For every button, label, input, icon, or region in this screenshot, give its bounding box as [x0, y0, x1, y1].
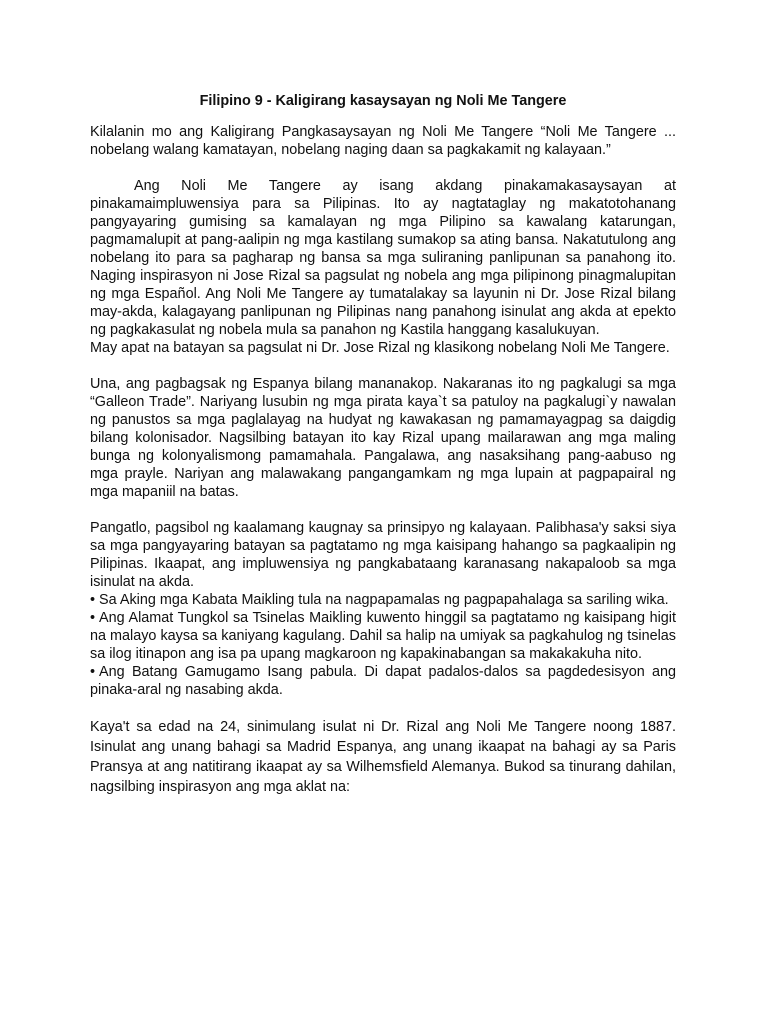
bullet-item-batang-gamugamo [90, 663, 676, 699]
bullet-icon: • [90, 664, 96, 680]
document-page [90, 92, 676, 797]
bullet-item-sa-aking-mga-kabata [90, 591, 676, 609]
paragraph-four-bases: May apat na batayan sa pagsulat ni Dr. Jose Rizal ng klasikong nobelang Noli Me Tangere. [90, 340, 670, 356]
paragraph-third-fourth-bases: Pangatlo, pagsibol ng kaalamang kaugnay sa prinsipyo ng kalayaan. Palibhasa'y saksi siya sa mga pangyayaring batayan sa pagtatamo ng mga kaisipang hahango sa pagkaalipin ng Pilipinas. Ikaapat, ang impluwensiya ng pangkabataang karanasang nakapaloob sa mga isinulat na akda. [90, 520, 676, 590]
paragraph-gap [90, 357, 676, 375]
paragraph-gap [90, 699, 676, 717]
bullet-text: Sa Aking mga Kabata Maikling tula na nagpapamalas ng pagpapahalaga sa sariling wika. [99, 592, 669, 608]
paragraph-first-second-bases: Una, ang pagbagsak ng Espanya bilang mananakop. Nakaranas ito ng pagkalugi sa mga “Galleon Trade”. Nariyang lusubin ng mga pirata kaya`t sa patuloy na pagkalugi`y nawalan ng panustos sa mga paglalayag na hudyat ng kawakasan ng pamamayagpag sa daigdig bilang kolonisador. Nagsilbing batayan ito kay Rizal upang mailarawan ang mga maling bunga ng kolonyalismong pamamahala. Pangalawa, ang nasaksihang pang-aabuso ng mga prayle. Nariyan ang malawakang pangangamkam ng mga lupain at pagpapairal ng mga mapaniil na batas. [90, 376, 676, 500]
paragraph-gap [90, 159, 676, 177]
bullet-icon: • [90, 610, 96, 626]
bullet-text: Ang Batang Gamugamo Isang pabula. Di dapat padalos-dalos sa pagdedesisyon ang pinaka-aral ng nasabing akda. [90, 664, 676, 698]
document-title: Filipino 9 - Kaligirang kasaysayan ng Noli Me Tangere [199, 93, 567, 109]
bullet-item-alamat-tsinelas [90, 609, 676, 663]
paragraph-writing-history: Kaya't sa edad na 24, sinimulang isulat ni Dr. Rizal ang Noli Me Tangere noong 1887. Isinulat ang unang bahagi sa Madrid Espanya, ang unang ikaapat na bahagi ay sa Paris Pransya at ang natitirang ikaapat ay sa Wilhemsfield Alemanya. Bukod sa tinurang dahilan, nagsilbing inspirasyon ang mga aklat na: [90, 719, 676, 795]
intro-paragraph: Kilalanin mo ang Kaligirang Pangkasaysayan ng Noli Me Tangere “Noli Me Tangere ... nobelang walang kamatayan, nobelang naging daan sa pagkakamit ng kalayaan.” [90, 124, 676, 158]
bullet-text: Ang Alamat Tungkol sa Tsinelas Maikling kuwento hinggil sa pagtatamo ng kaisipang higit na malayo kaysa sa kaniyang kagulang. Dahil sa halip na umiyak sa pagkahulog ng tsinelas sa ilog itinapon ang isa pa upang magkaroon ng kapakinabangan sa makakakuha nito. [90, 610, 676, 662]
paragraph-noli-significance: Ang Noli Me Tangere ay isang akdang pinakamakasaysayan at pinakamaimpluwensiya para sa Pilipinas. Ito ay nagtataglay ng makatotohanang pangyayaring gumising sa kamalayan ng mga Pilipino sa kawalang katarungan, pagmamalupit at pang-aalipin ng mga kastilang sumakop sa ating bansa. Nakatutulong ang nobelang ito para sa pagharap ng bansa sa mga suliraning panlipunan sa panahong ito. Naging inspirasyon ni Jose Rizal sa pagsulat ng nobela ang mga pilipinong pinagmalupitan ng mga Español. Ang Noli Me Tangere ay tumatalakay sa layunin ni Dr. Jose Rizal bilang may-akda, kalagayang panlipunan ng Pilipinas nang panahong isinulat ang akda at epekto ng pagkakasulat ng nobela mula sa panahon ng Kastila hanggang kasalukuyan. [90, 178, 676, 338]
bullet-icon: • [90, 592, 96, 608]
paragraph-gap [90, 501, 676, 519]
